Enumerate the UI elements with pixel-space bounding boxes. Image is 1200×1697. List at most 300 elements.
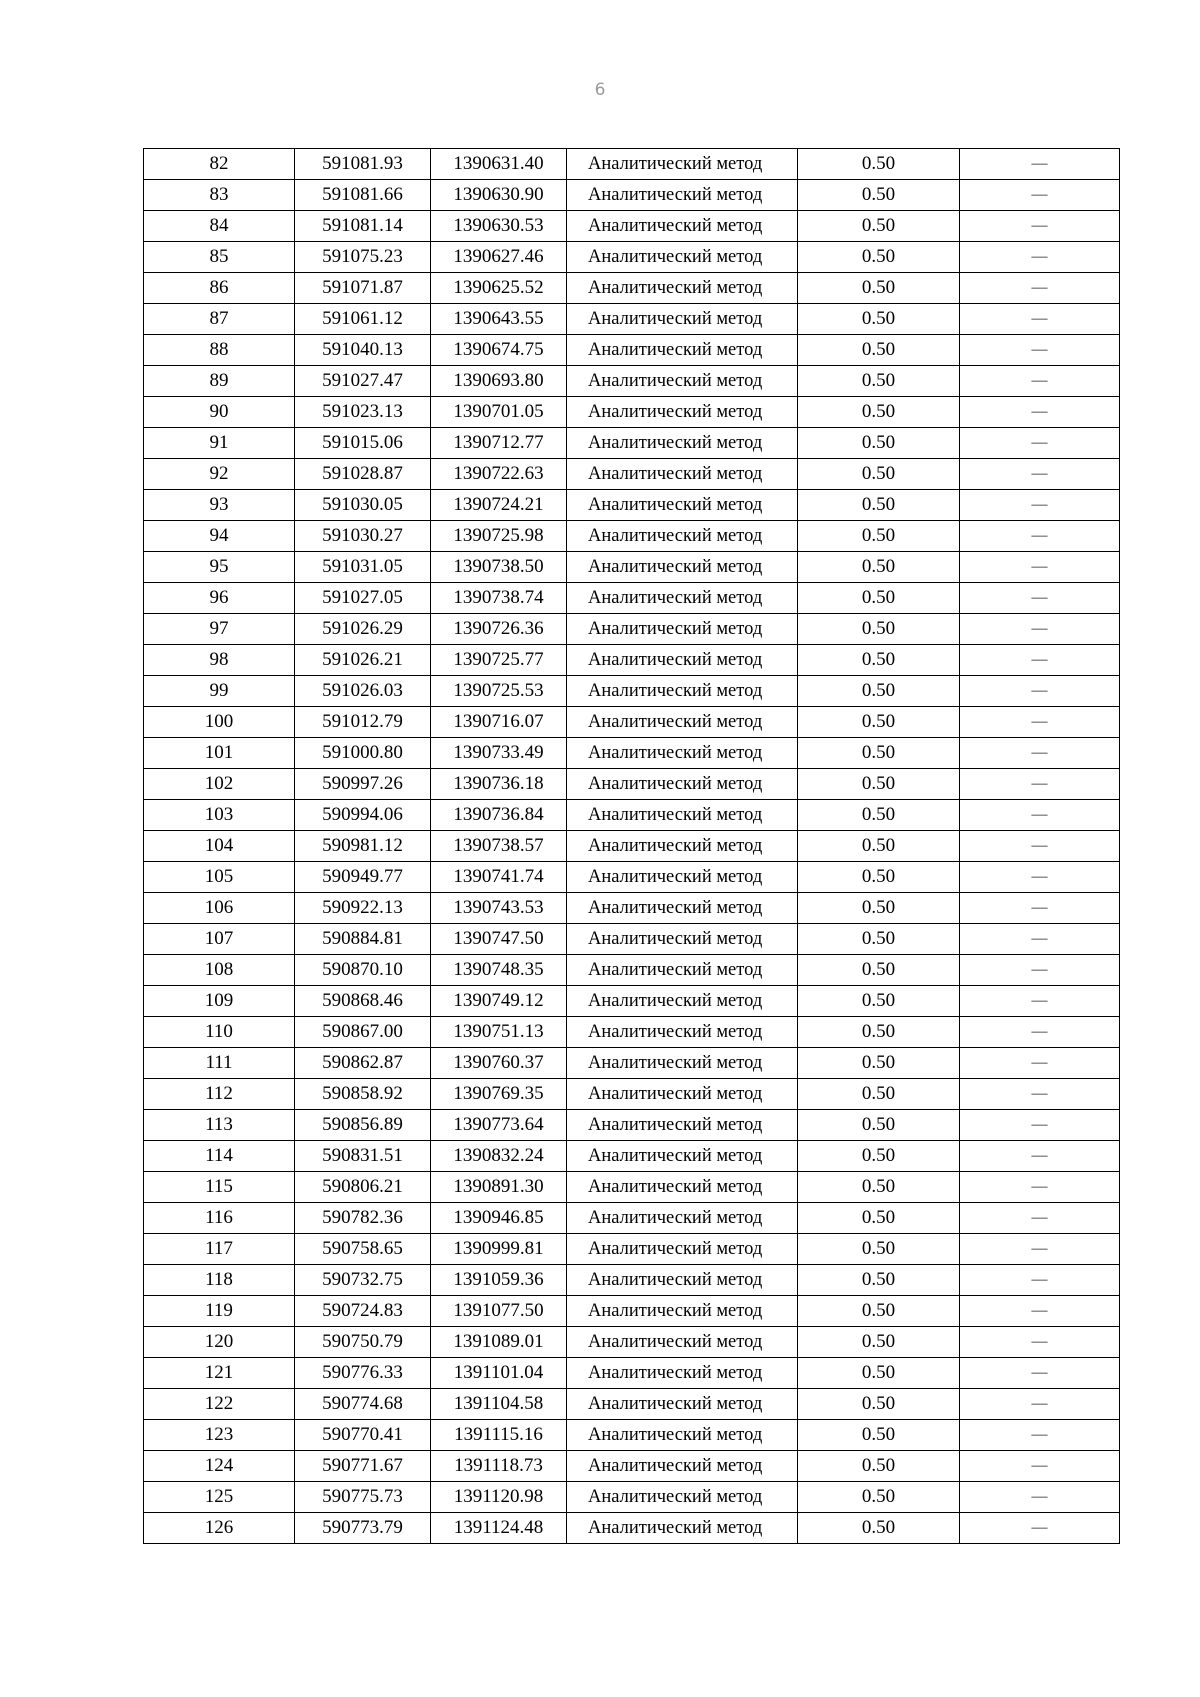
- point-number-cell: 125: [144, 1482, 295, 1513]
- accuracy-cell: 0.50: [798, 211, 960, 242]
- y-coordinate-cell: 1390631.40: [431, 149, 567, 180]
- table-row: [144, 1079, 1120, 1110]
- accuracy-cell: 0.50: [798, 335, 960, 366]
- method-cell: Аналитический метод: [567, 1420, 798, 1451]
- accuracy-cell: 0.50: [798, 583, 960, 614]
- remark-cell: —: [960, 273, 1120, 304]
- x-coordinate-cell: 591075.23: [295, 242, 431, 273]
- x-coordinate-cell: 590774.68: [295, 1389, 431, 1420]
- accuracy-cell: 0.50: [798, 893, 960, 924]
- y-coordinate-cell: 1390630.90: [431, 180, 567, 211]
- x-coordinate-cell: 591028.87: [295, 459, 431, 490]
- x-coordinate-cell: 590949.77: [295, 862, 431, 893]
- accuracy-cell: 0.50: [798, 459, 960, 490]
- remark-cell: —: [960, 769, 1120, 800]
- y-coordinate-cell: 1390674.75: [431, 335, 567, 366]
- y-coordinate-cell: 1390769.35: [431, 1079, 567, 1110]
- point-number-cell: 111: [144, 1048, 295, 1079]
- y-coordinate-cell: 1390725.98: [431, 521, 567, 552]
- remark-cell: —: [960, 180, 1120, 211]
- method-cell: Аналитический метод: [567, 149, 798, 180]
- table-row: [144, 490, 1120, 521]
- table-row: [144, 1327, 1120, 1358]
- y-coordinate-cell: 1390722.63: [431, 459, 567, 490]
- method-cell: Аналитический метод: [567, 428, 798, 459]
- table-row: [144, 273, 1120, 304]
- accuracy-cell: 0.50: [798, 614, 960, 645]
- table-row: [144, 521, 1120, 552]
- x-coordinate-cell: 591015.06: [295, 428, 431, 459]
- y-coordinate-cell: 1390748.35: [431, 955, 567, 986]
- y-coordinate-cell: 1390726.36: [431, 614, 567, 645]
- method-cell: Аналитический метод: [567, 1172, 798, 1203]
- method-cell: Аналитический метод: [567, 1203, 798, 1234]
- accuracy-cell: 0.50: [798, 1451, 960, 1482]
- remark-cell: —: [960, 1482, 1120, 1513]
- method-cell: Аналитический метод: [567, 986, 798, 1017]
- x-coordinate-cell: 591071.87: [295, 273, 431, 304]
- table-row: [144, 986, 1120, 1017]
- table-row: [144, 428, 1120, 459]
- y-coordinate-cell: 1391124.48: [431, 1513, 567, 1544]
- accuracy-cell: 0.50: [798, 304, 960, 335]
- point-number-cell: 118: [144, 1265, 295, 1296]
- remark-cell: —: [960, 955, 1120, 986]
- remark-cell: —: [960, 335, 1120, 366]
- method-cell: Аналитический метод: [567, 1451, 798, 1482]
- y-coordinate-cell: 1390733.49: [431, 738, 567, 769]
- method-cell: Аналитический метод: [567, 1482, 798, 1513]
- table-body: [144, 149, 1120, 1544]
- method-cell: Аналитический метод: [567, 893, 798, 924]
- y-coordinate-cell: 1391115.16: [431, 1420, 567, 1451]
- accuracy-cell: 0.50: [798, 769, 960, 800]
- remark-cell: —: [960, 1451, 1120, 1482]
- method-cell: Аналитический метод: [567, 366, 798, 397]
- x-coordinate-cell: 590732.75: [295, 1265, 431, 1296]
- accuracy-cell: 0.50: [798, 1079, 960, 1110]
- page-number: 6: [594, 80, 606, 100]
- point-number-cell: 92: [144, 459, 295, 490]
- point-number-cell: 82: [144, 149, 295, 180]
- method-cell: Аналитический метод: [567, 862, 798, 893]
- remark-cell: —: [960, 1110, 1120, 1141]
- x-coordinate-cell: 590773.79: [295, 1513, 431, 1544]
- point-number-cell: 103: [144, 800, 295, 831]
- remark-cell: —: [960, 1141, 1120, 1172]
- table-row: [144, 583, 1120, 614]
- table-row: [144, 397, 1120, 428]
- point-number-cell: 87: [144, 304, 295, 335]
- point-number-cell: 101: [144, 738, 295, 769]
- method-cell: Аналитический метод: [567, 211, 798, 242]
- y-coordinate-cell: 1391101.04: [431, 1358, 567, 1389]
- x-coordinate-cell: 590868.46: [295, 986, 431, 1017]
- remark-cell: —: [960, 1172, 1120, 1203]
- x-coordinate-cell: 590856.89: [295, 1110, 431, 1141]
- x-coordinate-cell: 591081.93: [295, 149, 431, 180]
- x-coordinate-cell: 590997.26: [295, 769, 431, 800]
- table-row: [144, 304, 1120, 335]
- method-cell: Аналитический метод: [567, 676, 798, 707]
- x-coordinate-cell: 590884.81: [295, 924, 431, 955]
- x-coordinate-cell: 590862.87: [295, 1048, 431, 1079]
- x-coordinate-cell: 591026.21: [295, 645, 431, 676]
- remark-cell: —: [960, 1389, 1120, 1420]
- x-coordinate-cell: 591026.03: [295, 676, 431, 707]
- method-cell: Аналитический метод: [567, 459, 798, 490]
- point-number-cell: 123: [144, 1420, 295, 1451]
- y-coordinate-cell: 1390760.37: [431, 1048, 567, 1079]
- table-row: [144, 1172, 1120, 1203]
- method-cell: Аналитический метод: [567, 1513, 798, 1544]
- table-row: [144, 1048, 1120, 1079]
- accuracy-cell: 0.50: [798, 1203, 960, 1234]
- method-cell: Аналитический метод: [567, 242, 798, 273]
- table-row: [144, 1358, 1120, 1389]
- table-row: [144, 1513, 1120, 1544]
- point-number-cell: 109: [144, 986, 295, 1017]
- x-coordinate-cell: 591030.27: [295, 521, 431, 552]
- table-row: [144, 180, 1120, 211]
- method-cell: Аналитический метод: [567, 1327, 798, 1358]
- point-number-cell: 90: [144, 397, 295, 428]
- accuracy-cell: 0.50: [798, 924, 960, 955]
- point-number-cell: 119: [144, 1296, 295, 1327]
- y-coordinate-cell: 1390773.64: [431, 1110, 567, 1141]
- table-row: [144, 769, 1120, 800]
- remark-cell: —: [960, 676, 1120, 707]
- x-coordinate-cell: 590776.33: [295, 1358, 431, 1389]
- method-cell: Аналитический метод: [567, 707, 798, 738]
- accuracy-cell: 0.50: [798, 242, 960, 273]
- point-number-cell: 126: [144, 1513, 295, 1544]
- remark-cell: —: [960, 1358, 1120, 1389]
- point-number-cell: 83: [144, 180, 295, 211]
- accuracy-cell: 0.50: [798, 800, 960, 831]
- table-row: [144, 645, 1120, 676]
- point-number-cell: 93: [144, 490, 295, 521]
- y-coordinate-cell: 1390701.05: [431, 397, 567, 428]
- method-cell: Аналитический метод: [567, 180, 798, 211]
- y-coordinate-cell: 1390630.53: [431, 211, 567, 242]
- method-cell: Аналитический метод: [567, 645, 798, 676]
- y-coordinate-cell: 1390749.12: [431, 986, 567, 1017]
- accuracy-cell: 0.50: [798, 1234, 960, 1265]
- point-number-cell: 91: [144, 428, 295, 459]
- method-cell: Аналитический метод: [567, 924, 798, 955]
- table-row: [144, 738, 1120, 769]
- accuracy-cell: 0.50: [798, 1358, 960, 1389]
- method-cell: Аналитический метод: [567, 552, 798, 583]
- y-coordinate-cell: 1390724.21: [431, 490, 567, 521]
- method-cell: Аналитический метод: [567, 1296, 798, 1327]
- x-coordinate-cell: 591081.14: [295, 211, 431, 242]
- x-coordinate-cell: 590758.65: [295, 1234, 431, 1265]
- remark-cell: —: [960, 552, 1120, 583]
- table-row: [144, 1110, 1120, 1141]
- remark-cell: —: [960, 1048, 1120, 1079]
- method-cell: Аналитический метод: [567, 1048, 798, 1079]
- y-coordinate-cell: 1390891.30: [431, 1172, 567, 1203]
- point-number-cell: 98: [144, 645, 295, 676]
- accuracy-cell: 0.50: [798, 1110, 960, 1141]
- point-number-cell: 124: [144, 1451, 295, 1482]
- method-cell: Аналитический метод: [567, 1079, 798, 1110]
- coordinates-table: [143, 148, 1120, 1544]
- point-number-cell: 84: [144, 211, 295, 242]
- method-cell: Аналитический метод: [567, 1389, 798, 1420]
- point-number-cell: 86: [144, 273, 295, 304]
- x-coordinate-cell: 591061.12: [295, 304, 431, 335]
- x-coordinate-cell: 591030.05: [295, 490, 431, 521]
- y-coordinate-cell: 1390999.81: [431, 1234, 567, 1265]
- table-row: [144, 924, 1120, 955]
- accuracy-cell: 0.50: [798, 428, 960, 459]
- remark-cell: —: [960, 893, 1120, 924]
- accuracy-cell: 0.50: [798, 955, 960, 986]
- accuracy-cell: 0.50: [798, 490, 960, 521]
- accuracy-cell: 0.50: [798, 1048, 960, 1079]
- x-coordinate-cell: 591023.13: [295, 397, 431, 428]
- table-row: [144, 955, 1120, 986]
- method-cell: Аналитический метод: [567, 769, 798, 800]
- y-coordinate-cell: 1390712.77: [431, 428, 567, 459]
- x-coordinate-cell: 590782.36: [295, 1203, 431, 1234]
- table-row: [144, 149, 1120, 180]
- point-number-cell: 122: [144, 1389, 295, 1420]
- table-row: [144, 1141, 1120, 1172]
- y-coordinate-cell: 1390736.84: [431, 800, 567, 831]
- point-number-cell: 104: [144, 831, 295, 862]
- point-number-cell: 94: [144, 521, 295, 552]
- table-row: [144, 1420, 1120, 1451]
- y-coordinate-cell: 1390725.53: [431, 676, 567, 707]
- remark-cell: —: [960, 862, 1120, 893]
- x-coordinate-cell: 590994.06: [295, 800, 431, 831]
- y-coordinate-cell: 1390741.74: [431, 862, 567, 893]
- remark-cell: —: [960, 645, 1120, 676]
- y-coordinate-cell: 1390743.53: [431, 893, 567, 924]
- accuracy-cell: 0.50: [798, 180, 960, 211]
- y-coordinate-cell: 1390643.55: [431, 304, 567, 335]
- remark-cell: —: [960, 149, 1120, 180]
- table-row: [144, 831, 1120, 862]
- accuracy-cell: 0.50: [798, 552, 960, 583]
- method-cell: Аналитический метод: [567, 738, 798, 769]
- accuracy-cell: 0.50: [798, 676, 960, 707]
- table-row: [144, 1017, 1120, 1048]
- method-cell: Аналитический метод: [567, 335, 798, 366]
- remark-cell: —: [960, 583, 1120, 614]
- remark-cell: —: [960, 521, 1120, 552]
- table-row: [144, 862, 1120, 893]
- x-coordinate-cell: 590867.00: [295, 1017, 431, 1048]
- x-coordinate-cell: 591027.47: [295, 366, 431, 397]
- accuracy-cell: 0.50: [798, 862, 960, 893]
- y-coordinate-cell: 1390751.13: [431, 1017, 567, 1048]
- accuracy-cell: 0.50: [798, 1389, 960, 1420]
- remark-cell: —: [960, 397, 1120, 428]
- accuracy-cell: 0.50: [798, 1327, 960, 1358]
- method-cell: Аналитический метод: [567, 1265, 798, 1296]
- method-cell: Аналитический метод: [567, 1110, 798, 1141]
- table-row: [144, 459, 1120, 490]
- method-cell: Аналитический метод: [567, 1141, 798, 1172]
- accuracy-cell: 0.50: [798, 645, 960, 676]
- table-row: [144, 1296, 1120, 1327]
- remark-cell: —: [960, 831, 1120, 862]
- x-coordinate-cell: 590870.10: [295, 955, 431, 986]
- y-coordinate-cell: 1390736.18: [431, 769, 567, 800]
- remark-cell: —: [960, 211, 1120, 242]
- method-cell: Аналитический метод: [567, 955, 798, 986]
- accuracy-cell: 0.50: [798, 397, 960, 428]
- y-coordinate-cell: 1390693.80: [431, 366, 567, 397]
- y-coordinate-cell: 1390738.74: [431, 583, 567, 614]
- point-number-cell: 110: [144, 1017, 295, 1048]
- accuracy-cell: 0.50: [798, 1420, 960, 1451]
- remark-cell: —: [960, 459, 1120, 490]
- accuracy-cell: 0.50: [798, 149, 960, 180]
- remark-cell: —: [960, 1265, 1120, 1296]
- remark-cell: —: [960, 1079, 1120, 1110]
- y-coordinate-cell: 1390627.46: [431, 242, 567, 273]
- remark-cell: —: [960, 1296, 1120, 1327]
- remark-cell: —: [960, 986, 1120, 1017]
- x-coordinate-cell: 591081.66: [295, 180, 431, 211]
- remark-cell: —: [960, 1327, 1120, 1358]
- accuracy-cell: 0.50: [798, 366, 960, 397]
- accuracy-cell: 0.50: [798, 1513, 960, 1544]
- accuracy-cell: 0.50: [798, 1482, 960, 1513]
- point-number-cell: 117: [144, 1234, 295, 1265]
- point-number-cell: 120: [144, 1327, 295, 1358]
- y-coordinate-cell: 1391118.73: [431, 1451, 567, 1482]
- y-coordinate-cell: 1390625.52: [431, 273, 567, 304]
- accuracy-cell: 0.50: [798, 1172, 960, 1203]
- remark-cell: —: [960, 924, 1120, 955]
- accuracy-cell: 0.50: [798, 273, 960, 304]
- x-coordinate-cell: 590750.79: [295, 1327, 431, 1358]
- x-coordinate-cell: 591027.05: [295, 583, 431, 614]
- point-number-cell: 89: [144, 366, 295, 397]
- x-coordinate-cell: 590771.67: [295, 1451, 431, 1482]
- point-number-cell: 112: [144, 1079, 295, 1110]
- remark-cell: —: [960, 428, 1120, 459]
- point-number-cell: 96: [144, 583, 295, 614]
- table-row: [144, 242, 1120, 273]
- accuracy-cell: 0.50: [798, 738, 960, 769]
- table-row: [144, 552, 1120, 583]
- remark-cell: —: [960, 800, 1120, 831]
- table-row: [144, 1451, 1120, 1482]
- y-coordinate-cell: 1390738.57: [431, 831, 567, 862]
- point-number-cell: 107: [144, 924, 295, 955]
- accuracy-cell: 0.50: [798, 986, 960, 1017]
- remark-cell: —: [960, 1234, 1120, 1265]
- y-coordinate-cell: 1390716.07: [431, 707, 567, 738]
- method-cell: Аналитический метод: [567, 1017, 798, 1048]
- table-row: [144, 1389, 1120, 1420]
- remark-cell: —: [960, 304, 1120, 335]
- remark-cell: —: [960, 614, 1120, 645]
- table-row: [144, 211, 1120, 242]
- table-row: [144, 800, 1120, 831]
- method-cell: Аналитический метод: [567, 521, 798, 552]
- point-number-cell: 113: [144, 1110, 295, 1141]
- y-coordinate-cell: 1391089.01: [431, 1327, 567, 1358]
- point-number-cell: 105: [144, 862, 295, 893]
- point-number-cell: 106: [144, 893, 295, 924]
- table-row: [144, 335, 1120, 366]
- remark-cell: —: [960, 1513, 1120, 1544]
- accuracy-cell: 0.50: [798, 521, 960, 552]
- point-number-cell: 85: [144, 242, 295, 273]
- x-coordinate-cell: 590770.41: [295, 1420, 431, 1451]
- x-coordinate-cell: 590981.12: [295, 831, 431, 862]
- y-coordinate-cell: 1391120.98: [431, 1482, 567, 1513]
- remark-cell: —: [960, 1017, 1120, 1048]
- accuracy-cell: 0.50: [798, 1265, 960, 1296]
- y-coordinate-cell: 1391077.50: [431, 1296, 567, 1327]
- x-coordinate-cell: 590775.73: [295, 1482, 431, 1513]
- table-row: [144, 676, 1120, 707]
- x-coordinate-cell: 591040.13: [295, 335, 431, 366]
- table-row: [144, 893, 1120, 924]
- table-row: [144, 614, 1120, 645]
- table-row: [144, 1265, 1120, 1296]
- point-number-cell: 88: [144, 335, 295, 366]
- remark-cell: —: [960, 1420, 1120, 1451]
- method-cell: Аналитический метод: [567, 397, 798, 428]
- accuracy-cell: 0.50: [798, 1017, 960, 1048]
- point-number-cell: 97: [144, 614, 295, 645]
- table-row: [144, 707, 1120, 738]
- x-coordinate-cell: 590858.92: [295, 1079, 431, 1110]
- remark-cell: —: [960, 366, 1120, 397]
- y-coordinate-cell: 1391059.36: [431, 1265, 567, 1296]
- y-coordinate-cell: 1391104.58: [431, 1389, 567, 1420]
- accuracy-cell: 0.50: [798, 707, 960, 738]
- x-coordinate-cell: 590724.83: [295, 1296, 431, 1327]
- y-coordinate-cell: 1390946.85: [431, 1203, 567, 1234]
- table-row: [144, 1203, 1120, 1234]
- remark-cell: —: [960, 242, 1120, 273]
- method-cell: Аналитический метод: [567, 304, 798, 335]
- method-cell: Аналитический метод: [567, 614, 798, 645]
- method-cell: Аналитический метод: [567, 831, 798, 862]
- method-cell: Аналитический метод: [567, 800, 798, 831]
- point-number-cell: 121: [144, 1358, 295, 1389]
- table-row: [144, 366, 1120, 397]
- accuracy-cell: 0.50: [798, 1296, 960, 1327]
- table-row: [144, 1482, 1120, 1513]
- method-cell: Аналитический метод: [567, 273, 798, 304]
- remark-cell: —: [960, 707, 1120, 738]
- point-number-cell: 114: [144, 1141, 295, 1172]
- method-cell: Аналитический метод: [567, 1234, 798, 1265]
- method-cell: Аналитический метод: [567, 490, 798, 521]
- y-coordinate-cell: 1390747.50: [431, 924, 567, 955]
- x-coordinate-cell: 590922.13: [295, 893, 431, 924]
- point-number-cell: 116: [144, 1203, 295, 1234]
- remark-cell: —: [960, 738, 1120, 769]
- y-coordinate-cell: 1390738.50: [431, 552, 567, 583]
- x-coordinate-cell: 591031.05: [295, 552, 431, 583]
- point-number-cell: 99: [144, 676, 295, 707]
- x-coordinate-cell: 590806.21: [295, 1172, 431, 1203]
